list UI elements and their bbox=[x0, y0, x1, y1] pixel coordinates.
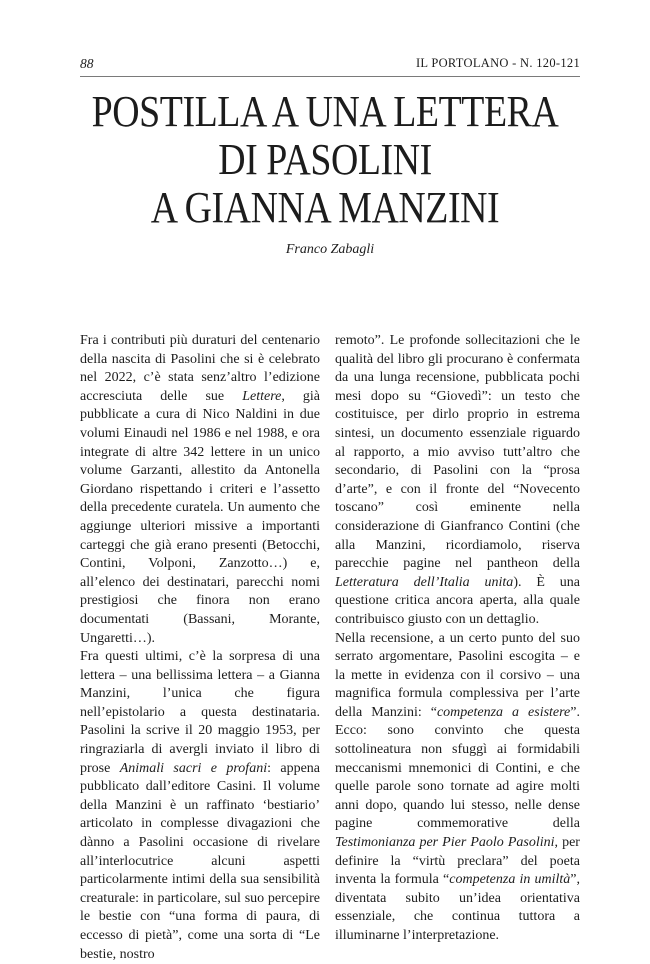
author-byline: Franco Zabagli bbox=[285, 242, 375, 257]
text-column-left bbox=[80, 332, 320, 964]
italic-text: competenza in umiltà bbox=[449, 872, 571, 888]
paragraph: Fra questi ultimi, c’è la sorpresa di una lettera – una bellissima lettera – a Gianna Manzini, l’unica che figura nell’epistolario a questa destinataria. Pasolini la scrive il 20 maggio 1953, per ringraziarla di avergli inviato il libro di prose Animali sacri e profani: appena pubblicato dall’editore Casini. Il volume della Manzini è un raffinato ‘bestiario’ articolato in complesse divagazioni che dànno a Pasolini occasione di rivelare all’interlocutrice alcuni aspetti particolarmente intimi della sua sensibilità creaturale: in particolare, sul suo percepire le bestie con “una forma di paura, di eccesso di pietà”, come una sorta di “Le bestie, nostro bbox=[80, 649, 320, 962]
paragraph: Fra i contributi più duraturi del centenario della nascita di Pasolini che si è celebrato nel 2022, c’è stata senz’altro l’edizione accresciuta delle sue Lettere, già pubblicate a cura di Nico Naldini in due volumi Einaudi nel 1986 e nel 1988, e ora integrate di altre 342 lettere in un unico volume Garzanti, allestito da Antonella Giordano rispettando i criteri e l’assetto della precedente curatela. Un aumento che aggiunge ulteriori missive a importanti carteggi che già erano presenti (Betocchi, Contini, Volponi, Zanzotto…) e, all’elenco dei destinatari, parecchi nomi prestigiosi che finora non erano documentati (Bassani, Morante, Ungaretti…). bbox=[80, 333, 320, 646]
paragraph: Nella recensione, a un certo punto del suo serrato argomentare, Pasolini escogita – e la mette in evidenza con il corsivo – una magnifica formula complessiva per l’arte della Manzini: “competenza a esistere”. Ecco: sono convinto che questa sottolineatura non sfuggì ai formidabili meccanismi mnemonici di Contini, e che quelle parole sono tornate ad agire molti anni dopo, quando lui stesso, nelle dense pagine commemorative della Testimonianza per Pier Paolo Pasolini, per definire la “virtù preclara” del poeta inventa la formula “competenza in umiltà”, diventata subito un’idea orientativa essenziale, che continua tuttora a illuminarne l’interpretazione. bbox=[335, 630, 580, 943]
article-title bbox=[80, 88, 570, 232]
italic-text: Testimonianza per Pier Paolo Pasolini bbox=[335, 835, 555, 851]
page-number: 88 bbox=[80, 56, 94, 71]
italic-text: Letteratura dell’Italia unita bbox=[335, 574, 514, 590]
title-line: A GIANNA MANZINI bbox=[150, 183, 500, 232]
title-line: DI PASOLINI bbox=[218, 135, 432, 184]
title-line: POSTILLA A UNA LETTERA bbox=[91, 87, 559, 136]
italic-text: Animali sacri e profani bbox=[119, 760, 268, 776]
running-header bbox=[80, 56, 580, 77]
journal-title: IL PORTOLANO - N. 120-121 bbox=[415, 56, 580, 70]
italic-text: Lettere bbox=[242, 388, 282, 404]
text-column-right bbox=[335, 332, 580, 946]
italic-text: competenza a esistere bbox=[436, 704, 571, 720]
paragraph: remoto”. Le profonde sollecitazioni che le qualità del libro gli procurano è confermata da una lunga recensione, pubblicata pochi mesi dopo su “Giovedì”: un testo che costituisce, per dirlo proprio in estrema sintesi, un documento essenziale riguardo al rapporto, a mio avviso tutt’altro che secondario, di Pasolini con la “prosa d’arte”, e con il fronte del “Novecento toscano” così eminente nella considerazione di Gianfranco Contini (che alla Manzini, ricordiamolo, riserva parecchie pagine nel pantheon della Letteratura dell’Italia unita). È una questione critica ancora aperta, alla quale contribuisco giusto con un dettaglio. bbox=[335, 333, 580, 627]
